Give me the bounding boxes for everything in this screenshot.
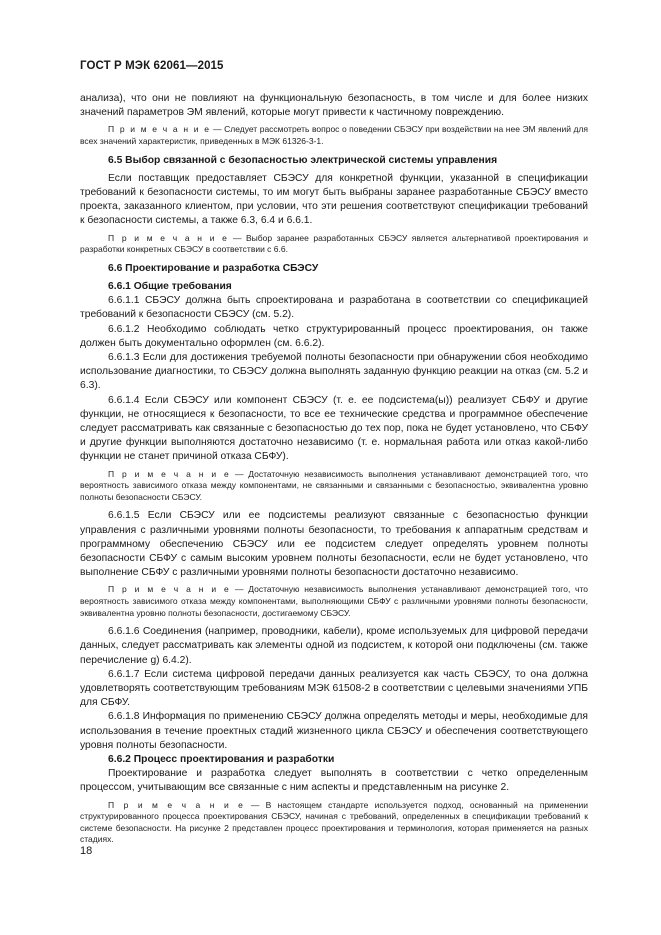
page-content bbox=[80, 92, 588, 852]
note-text: — Следует рассмотреть вопрос о поведении СБЭСУ при воздействии на нее ЭМ явлений для всех значений характеристик, приведенных в МЭК 61326-3-1. bbox=[80, 124, 589, 146]
clause-6-6-1-1: 6.6.1.1 СБЭСУ должна быть спроектирована и разработана в соответствии со спецификацией требований к безопасности СБЭСУ (см. 5.2). bbox=[80, 295, 588, 321]
note-1 bbox=[80, 124, 588, 147]
note-label: П р и м е ч а н и е bbox=[108, 232, 229, 243]
note-text: — Выбор заранее разработанных СБЭСУ является альтернативой проектирования и разработки конкретных СБЭСУ в соответствии с 6.6. bbox=[80, 232, 588, 255]
note-label: П р и м е ч а н и е bbox=[108, 584, 231, 595]
paragraph-continuation: анализа), что они не повлияют на функциональную безопасность, в том числе и для более низких значений параметров ЭМ явлений, которые могут привести к частичному повреждению. bbox=[80, 93, 588, 119]
clause-6-6-1-7: 6.6.1.7 Если система цифровой передачи данных реализуется как часть СБЭСУ, то она должна удовлетворять соответствующим требованиям МЭК 61508-2 в соответствии с целевыми значениями УПБ для СБФУ. bbox=[80, 668, 588, 709]
note-2 bbox=[80, 233, 588, 256]
note-3 bbox=[80, 469, 588, 504]
section-heading-6-6: 6.6 Проектирование и разработка СБЭСУ bbox=[108, 262, 319, 274]
note-text: — Достаточную независимость выполнения устанавливают демонстрацией того, что вероятность зависимого отказа между компонентами, не связанными и связанными с безопасностью, эквивалентна уровню полноты безопасности СБЭСУ. bbox=[80, 468, 588, 502]
clause-6-6-1-2: 6.6.1.2 Необходимо соблюдать четко структурированный процесс проектирования, он также должен быть документально оформлен (см. 6.6.2). bbox=[80, 323, 588, 349]
note-label: П р и м е ч а н и е bbox=[108, 799, 245, 810]
note-text: — Достаточную независимость выполнения устанавливают демонстрацией того, что вероятность зависимого отказа между компонентами, выполняющими СБФУ с различными уровнями полноты безопасности, эквивалентна уровню полноты безопасности, достигаемому СБЭСУ. bbox=[80, 584, 588, 618]
page-number: 18 bbox=[80, 845, 93, 857]
clause-6-6-1-5: 6.6.1.5 Если СБЭСУ или ее подсистемы реализуют связанные с безопасностью функции управления с различными уровнями полноты безопасности, то требования к аппаратным средствам и программному обеспечению СБЭСУ или ее подсистем следует определять уровнем полноты безопасности СБФУ с самым высоким уровнем полноты безопасности, если не будет установлено, что выполнение СБФУ с различными уровнями полноты безопасности достаточно независимо. bbox=[80, 510, 588, 579]
clause-6-6-1-8: 6.6.1.8 Информация по применению СБЭСУ должна определять методы и меры, необходимые для использования в течение проектных стадий жизненного цикла СБЭСУ и обеспечения соответствующего уровня полноты безопасности. bbox=[80, 711, 588, 751]
clause-6-6-1-6: 6.6.1.6 Соединения (например, проводники, кабели), кроме используемых для цифровой передачи данных, следует рассматривать как элементы одной из подсистем, к которой они подключены (см. также перечисление g) 6.4.2). bbox=[80, 626, 588, 666]
note-4 bbox=[80, 584, 588, 619]
note-label: П р и м е ч а н и е bbox=[108, 124, 211, 135]
standard-header: ГОСТ Р МЭК 62061—2015 bbox=[80, 60, 224, 72]
note-label: П р и м е ч а н и е bbox=[108, 468, 231, 479]
subsection-heading-6-6-2: 6.6.2 Процесс проектирования и разработки bbox=[108, 754, 335, 766]
paragraph-6-5: Если поставщик предоставляет СБЭСУ для конкретной функции, указанной в спецификации требований к безопасности системы, то им могут быть выбраны заранее разработанные СБЭСУ вместо проекта, заказанного клиентом, при условии, что эти решения соответствуют спецификации требований к безопасности системы, а также 6.3, 6.4 и 6.6.1. bbox=[80, 172, 588, 227]
note-text: — В настоящем стандарте используется подход, основанный на применении структурированного процесса проектирования СБЭСУ, начиная с требований, определенных в спецификации требований к системе безопасности. На рисунке 2 представлен процесс проектирования и терминология, которая применяется на разных стадиях. bbox=[80, 799, 588, 845]
note-5 bbox=[80, 800, 588, 846]
subsection-heading-6-6-1: 6.6.1 Общие требования bbox=[108, 281, 232, 292]
clause-6-6-1-4: 6.6.1.4 Если СБЭСУ или компонент СБЭСУ (т. е. ее подсистема(ы)) реализует СБФУ и другие функции, не относящиеся к безопасности, то все ее технические средства и программное обеспечение следует рассматривать как связанные с безопасностью до тех пор, пока не будет установлено, что СБФУ и другие функции выполняются достаточно независимо (т. е. нормальная работа или отказ какой-либо функции не станет причиной отказа СБФУ). bbox=[80, 394, 588, 463]
paragraph-6-6-2: Проектирование и разработка следует выполнять в соответствии с четко определенным процессом, учитывающим все связанные с ним аспекты и представленным на рисунке 2. bbox=[80, 768, 588, 794]
clause-6-6-1-3: 6.6.1.3 Если для достижения требуемой полноты безопасности при обнаружении сбоя необходимо использование диагностики, то СБЭСУ должна выполнять заданную функцию реакции на отказ (см. 5.2 и 6.3). bbox=[80, 352, 588, 392]
section-heading-6-5: 6.5 Выбор связанной с безопасностью электрической системы управления bbox=[108, 154, 498, 166]
